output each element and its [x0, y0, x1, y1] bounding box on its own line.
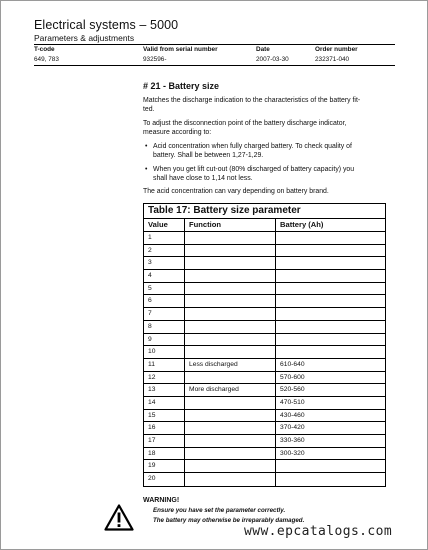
cell-battery	[276, 308, 385, 320]
cell-function: Less discharged	[185, 359, 276, 371]
cell-value: 11	[144, 359, 185, 371]
cell-function	[185, 270, 276, 282]
cell-battery: 520-560	[280, 386, 305, 394]
cell-battery	[276, 270, 385, 282]
table-row	[144, 257, 385, 270]
bullet-item	[143, 166, 393, 183]
intro-paragraph	[143, 97, 393, 114]
cell-battery	[276, 295, 385, 307]
bullet-line: battery. Shall be between 1,27-1,29.	[153, 151, 264, 159]
cell-battery: 610-640	[280, 360, 305, 368]
cell-value: 16	[144, 422, 185, 434]
table-header-row	[144, 219, 385, 232]
adjust-line: measure according to:	[143, 128, 212, 136]
bullet-icon: •	[145, 166, 148, 173]
cell-battery: 470-510	[280, 398, 305, 406]
warning-line: The battery may otherwise be irreparably damaged.	[153, 517, 305, 524]
cell-function	[185, 232, 276, 244]
table-row	[144, 384, 385, 397]
cell-function	[185, 435, 276, 447]
cell-value: 15	[144, 410, 185, 422]
bullet-line: When you get lift cut-out (80% discharged of battery capacity) you	[153, 166, 355, 173]
section-title: # 21 - Battery size	[143, 81, 220, 91]
cell-value: 1	[144, 232, 185, 244]
cell-value: 8	[144, 321, 185, 333]
cell-battery	[276, 283, 385, 295]
bullet-line: shall have close to 1,14 not less.	[153, 174, 253, 182]
table-row	[144, 321, 385, 334]
header-divider	[34, 44, 395, 45]
cell-value: 20	[144, 473, 185, 486]
table-row	[144, 232, 385, 245]
table-row	[144, 397, 385, 410]
cell-battery: 570-600	[280, 373, 305, 381]
table-row	[144, 308, 385, 321]
cell-battery	[276, 245, 385, 257]
cell-value: 7	[144, 308, 185, 320]
cell-value: 17	[144, 435, 185, 447]
cell-value: 9	[144, 334, 185, 346]
cell-function	[185, 473, 276, 486]
meta-value-date: 2007-03-30	[256, 56, 289, 63]
cell-value: 4	[144, 270, 185, 282]
cell-function: More discharged	[185, 384, 276, 396]
bullet-icon: •	[145, 143, 148, 150]
table-caption: Table 17: Battery size parameter	[144, 204, 385, 219]
table-row	[144, 372, 385, 385]
adjust-line: To adjust the disconnection point of the battery discharge indicator,	[143, 120, 347, 127]
cell-value: 10	[144, 346, 185, 358]
cell-function	[185, 245, 276, 257]
meta-value-tcode: 649, 783	[34, 56, 59, 63]
cell-value: 5	[144, 283, 185, 295]
table-row	[144, 460, 385, 473]
cell-battery	[276, 334, 385, 346]
cell-function	[185, 397, 276, 409]
cell-function	[185, 308, 276, 320]
cell-function	[185, 422, 276, 434]
cell-battery	[276, 257, 385, 269]
cell-function	[185, 283, 276, 295]
warning-line: Ensure you have set the parameter correctly.	[153, 507, 286, 514]
table-row	[144, 422, 385, 435]
warning-title: WARNING!	[143, 497, 180, 504]
document-subtitle: Parameters & adjustments	[34, 33, 135, 43]
table-row	[144, 473, 385, 486]
meta-value-order: 232371-040	[315, 56, 350, 63]
warning-triangle-icon	[104, 504, 134, 531]
cell-function	[185, 334, 276, 346]
meta-divider	[34, 65, 395, 66]
cell-battery	[276, 346, 385, 358]
header-value: Value	[144, 219, 185, 231]
table-row	[144, 283, 385, 296]
bullet-item	[143, 143, 393, 160]
cell-function	[185, 295, 276, 307]
table-row	[144, 359, 385, 372]
bullet-line: Acid concentration when fully charged battery. To check quality of	[153, 143, 352, 150]
battery-size-table	[143, 203, 386, 487]
table-row	[144, 346, 385, 359]
table-row	[144, 270, 385, 283]
document-title: Electrical systems – 5000	[34, 18, 179, 32]
header-function: Function	[185, 219, 276, 231]
meta-label-tcode: T-code	[34, 46, 55, 53]
cell-battery	[276, 232, 385, 244]
table-row	[144, 410, 385, 423]
cell-value: 12	[144, 372, 185, 384]
cell-function	[185, 346, 276, 358]
cell-battery: 430-460	[280, 411, 305, 419]
table-body	[144, 232, 385, 486]
table-row	[144, 334, 385, 347]
cell-battery	[276, 473, 385, 486]
meta-label-serial: Valid from serial number	[143, 46, 218, 53]
cell-battery	[276, 460, 385, 472]
cell-value: 13	[144, 384, 185, 396]
cell-battery: 370-420	[280, 424, 305, 432]
cell-value: 3	[144, 257, 185, 269]
meta-label-date: Date	[256, 46, 270, 53]
cell-function	[185, 257, 276, 269]
table-row	[144, 435, 385, 448]
note-paragraph: The acid concentration can vary depending on battery brand.	[143, 188, 329, 195]
table-row	[144, 245, 385, 258]
cell-value: 19	[144, 460, 185, 472]
cell-function	[185, 372, 276, 384]
intro-line: ted.	[143, 105, 155, 113]
cell-value: 14	[144, 397, 185, 409]
table-row	[144, 295, 385, 308]
watermark: www.epcatalogs.com	[244, 524, 393, 539]
cell-function	[185, 460, 276, 472]
cell-function	[185, 448, 276, 460]
header-battery: Battery (Ah)	[280, 220, 324, 229]
adjust-paragraph	[143, 120, 393, 137]
cell-battery: 330-360	[280, 437, 305, 444]
cell-battery	[276, 321, 385, 333]
intro-line: Matches the discharge indication to the characteristics of the battery fit-	[143, 97, 361, 104]
meta-value-serial: 932596-	[143, 56, 167, 63]
cell-function	[185, 321, 276, 333]
table-row	[144, 448, 385, 461]
cell-value: 2	[144, 245, 185, 257]
cell-value: 6	[144, 295, 185, 307]
meta-label-order: Order number	[315, 46, 358, 53]
cell-value: 18	[144, 448, 185, 460]
cell-battery: 300-320	[280, 449, 305, 457]
cell-function	[185, 410, 276, 422]
